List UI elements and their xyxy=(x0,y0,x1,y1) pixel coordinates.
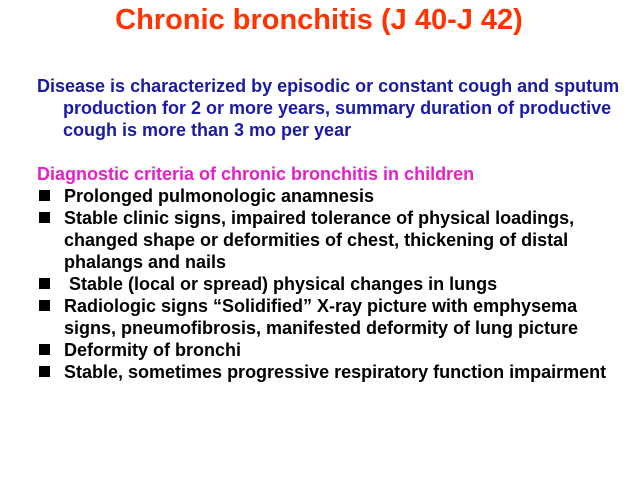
square-bullet-icon xyxy=(39,190,50,201)
square-bullet-icon xyxy=(39,344,50,355)
criteria-item xyxy=(38,295,628,339)
definition-paragraph: Disease is characterized by episodic or constant cough and sputum production for 2 or more years, summary duration of productive cough is more than 3 mo per year xyxy=(37,76,620,140)
square-bullet-icon xyxy=(39,212,50,223)
criteria-item xyxy=(38,185,628,207)
criteria-item-text: Stable (local or spread) physical changes in lungs xyxy=(64,274,498,294)
slide-title: Chronic bronchitis (J 40-J 42) xyxy=(115,4,523,36)
criteria-item xyxy=(38,273,628,295)
criteria-item xyxy=(38,339,628,361)
criteria-heading: Diagnostic criteria of chronic bronchitis in children xyxy=(37,164,475,184)
square-bullet-icon xyxy=(39,278,50,289)
criteria-item-text: Deformity of bronchi xyxy=(64,340,242,360)
criteria-item xyxy=(38,207,628,273)
criteria-list xyxy=(38,185,628,383)
square-bullet-icon xyxy=(39,300,50,311)
criteria-item-text: Radiologic signs “Solidified” X-ray picture with emphysema signs, pneumofibrosis, manifested deformity of lung picture xyxy=(64,296,579,338)
square-bullet-icon xyxy=(39,366,50,377)
criteria-item-text: Stable clinic signs, impaired tolerance of physical loadings, changed shape or deformities of chest, thickening of distal phalangs and nails xyxy=(64,208,575,272)
criteria-item-text: Prolonged pulmonologic anamnesis xyxy=(64,186,375,206)
criteria-item xyxy=(38,361,628,383)
criteria-item-text: Stable, sometimes progressive respiratory function impairment xyxy=(64,362,607,382)
